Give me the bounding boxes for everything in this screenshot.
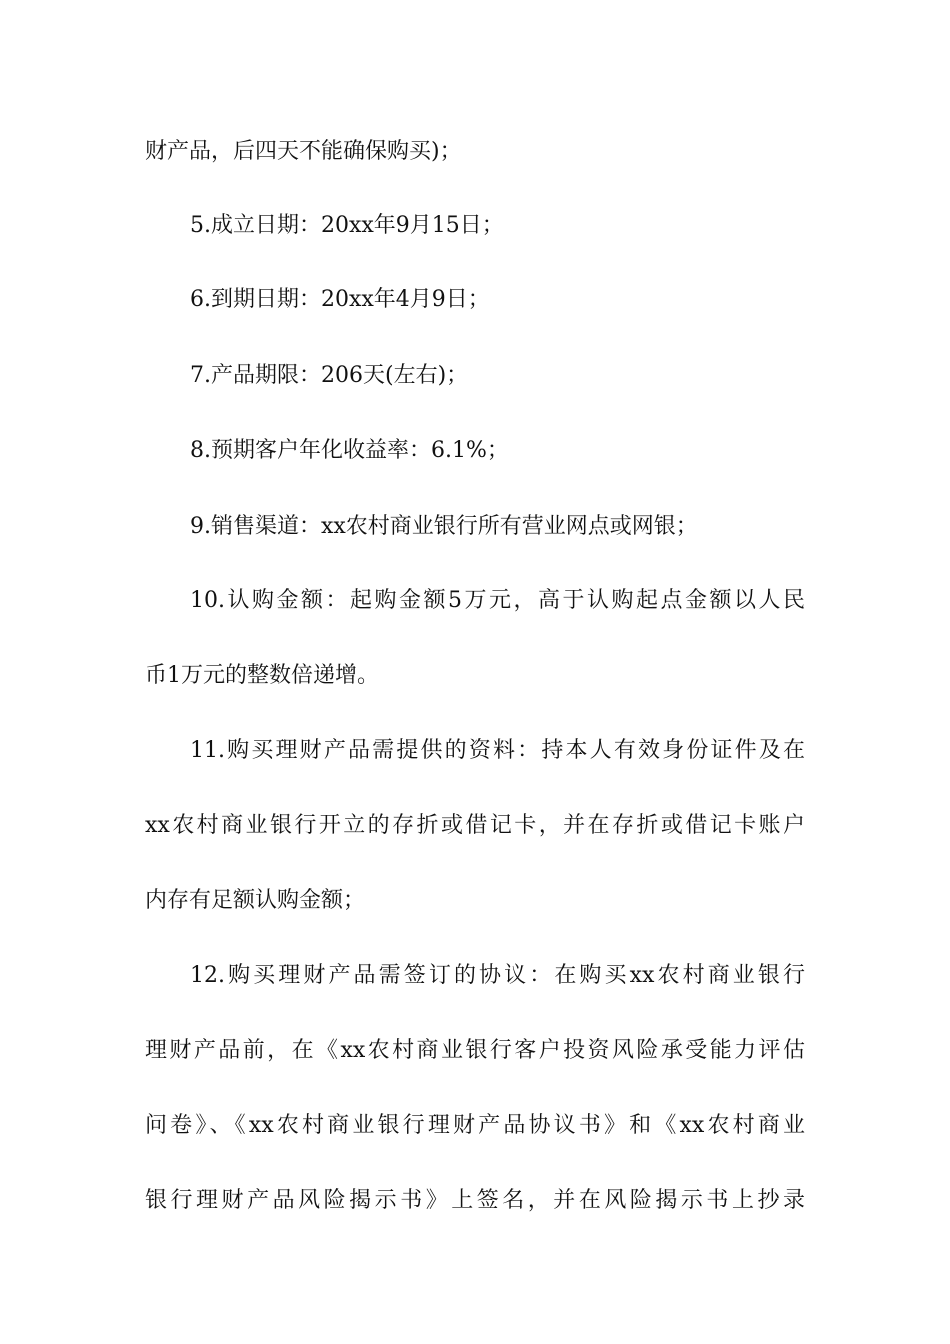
- text-line: 问卷》、《xx农村商业银行理财产品协议书》和《xx农村商业: [145, 1113, 805, 1138]
- text-line: 6.到期日期：20xx年4月9日；: [190, 287, 490, 312]
- text-line: 银行理财产品风险揭示书》上签名，并在风险揭示书上抄录: [145, 1188, 805, 1213]
- text-line: 5.成立日期：20xx年9月15日；: [190, 213, 504, 238]
- text-line: 理财产品前，在《xx农村商业银行客户投资风险承受能力评估: [145, 1038, 805, 1063]
- text-line: xx农村商业银行开立的存折或借记卡，并在存折或借记卡账户: [145, 813, 805, 838]
- text-line: 10.认购金额：起购金额5万元，高于认购起点金额以人民: [190, 588, 805, 613]
- text-line: 12.购买理财产品需签订的协议：在购买xx农村商业银行: [190, 963, 805, 988]
- text-line: 币1万元的整数倍递增。: [145, 663, 379, 688]
- text-line: 9.销售渠道：xx农村商业银行所有营业网点或网银；: [190, 514, 698, 539]
- text-line: 7.产品期限：206天(左右)；: [190, 363, 469, 388]
- text-line: 财产品，后四天不能确保购买)；: [145, 139, 462, 164]
- text-line: 内存有足额认购金额；: [145, 888, 366, 913]
- text-line: 11.购买理财产品需提供的资料：持本人有效身份证件及在: [190, 738, 805, 763]
- text-line: 8.预期客户年化收益率：6.1%；: [190, 438, 509, 463]
